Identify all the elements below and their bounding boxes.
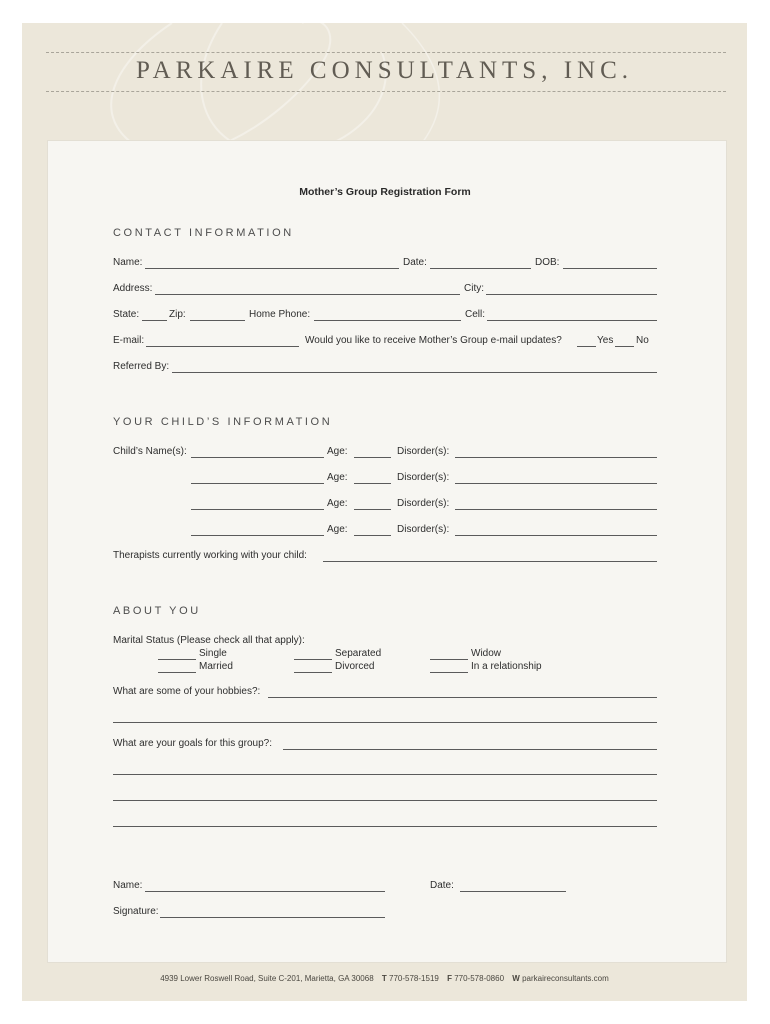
updates-yes-label: Yes [597, 335, 614, 346]
updates-question: Would you like to receive Mother’s Group e-mail updates? [305, 335, 562, 346]
child-name-field-2[interactable] [191, 483, 324, 484]
section-contact-heading: CONTACT INFORMATION [113, 227, 294, 239]
sign-name-field[interactable] [145, 891, 385, 892]
referred-by-label: Referred By: [113, 361, 170, 372]
dob-label: DOB: [535, 257, 560, 268]
relationship-checkline[interactable] [430, 672, 468, 673]
home-phone-field[interactable] [314, 320, 461, 321]
widow-label: Widow [471, 648, 502, 659]
marital-status-label: Marital Status (Please check all that apply): [113, 635, 305, 646]
footer-contact [22, 974, 747, 983]
header-rule-top [46, 52, 726, 53]
therapists-label: Therapists currently working with your child: [113, 550, 307, 561]
single-checkline[interactable] [158, 659, 196, 660]
city-label: City: [464, 283, 484, 294]
married-label: Married [199, 661, 233, 672]
date-label: Date: [403, 257, 427, 268]
child-name-field-4[interactable] [191, 535, 324, 536]
section-child-heading: YOUR CHILD’S INFORMATION [113, 416, 333, 428]
relationship-label: In a relationship [471, 661, 542, 672]
sign-name-label: Name: [113, 880, 143, 891]
zip-label: Zip: [169, 309, 186, 320]
updates-no-field[interactable] [615, 346, 634, 347]
child-names-label: Child’s Name(s): [113, 446, 187, 457]
footer-address: 4939 Lower Roswell Road, Suite C-201, Marietta, GA 30068 [160, 974, 374, 983]
disorder-label-2: Disorder(s): [397, 472, 450, 483]
divorced-checkline[interactable] [294, 672, 332, 673]
footer-fax: 770-578-0860 [454, 974, 505, 983]
web-key: W [512, 974, 520, 983]
cell-label: Cell: [465, 309, 486, 320]
therapists-field[interactable] [323, 561, 657, 562]
sign-date-field[interactable] [460, 891, 566, 892]
dob-field[interactable] [563, 268, 657, 269]
name-field[interactable] [145, 268, 399, 269]
phone-key: T [381, 974, 387, 983]
updates-no-label: No [636, 335, 649, 346]
widow-checkline[interactable] [430, 659, 468, 660]
company-name: PARKAIRE CONSULTANTS, INC. [135, 57, 634, 84]
age-label-4: Age: [327, 524, 348, 535]
fax-key: F [447, 974, 452, 983]
age-field-1[interactable] [354, 457, 391, 458]
header-rule-bottom [46, 91, 726, 92]
hobbies-field-2[interactable] [113, 722, 657, 723]
disorder-field-4[interactable] [455, 535, 657, 536]
cell-field[interactable] [487, 320, 657, 321]
signature-field[interactable] [160, 917, 385, 918]
address-field[interactable] [155, 294, 460, 295]
section-about-heading: ABOUT YOU [113, 605, 201, 617]
separated-label: Separated [335, 648, 382, 659]
address-label: Address: [113, 283, 153, 294]
single-label: Single [199, 648, 227, 659]
referred-by-field[interactable] [172, 372, 657, 373]
updates-yes-field[interactable] [577, 346, 596, 347]
age-field-4[interactable] [354, 535, 391, 536]
age-label-3: Age: [327, 498, 348, 509]
letterhead-background [22, 23, 747, 1001]
signature-label: Signature: [113, 906, 159, 917]
goals-field-1[interactable] [283, 749, 657, 750]
disorder-label-3: Disorder(s): [397, 498, 450, 509]
disorder-label-1: Disorder(s): [397, 446, 450, 457]
footer-phone: 770-578-1519 [389, 974, 439, 983]
goals-field-3[interactable] [113, 800, 657, 801]
goals-field-2[interactable] [113, 774, 657, 775]
email-field[interactable] [146, 346, 299, 347]
goals-label: What are your goals for this group?: [113, 738, 272, 749]
age-label-2: Age: [327, 472, 348, 483]
state-field[interactable] [142, 320, 167, 321]
age-field-3[interactable] [354, 509, 391, 510]
divorced-label: Divorced [335, 661, 375, 672]
date-field[interactable] [430, 268, 531, 269]
goals-field-4[interactable] [113, 826, 657, 827]
child-name-field-3[interactable] [191, 509, 324, 510]
email-label: E-mail: [113, 335, 145, 346]
separated-checkline[interactable] [294, 659, 332, 660]
hobbies-field-1[interactable] [268, 697, 657, 698]
state-label: State: [113, 309, 140, 320]
zip-field[interactable] [190, 320, 245, 321]
married-checkline[interactable] [158, 672, 196, 673]
name-label: Name: [113, 257, 143, 268]
city-field[interactable] [486, 294, 657, 295]
disorder-field-2[interactable] [455, 483, 657, 484]
disorder-field-3[interactable] [455, 509, 657, 510]
age-label-1: Age: [327, 446, 348, 457]
footer-website: parkaireconsultants.com [522, 974, 609, 983]
sign-date-label: Date: [430, 880, 454, 891]
child-name-field-1[interactable] [191, 457, 324, 458]
age-field-2[interactable] [354, 483, 391, 484]
hobbies-label: What are some of your hobbies?: [113, 686, 261, 697]
home-phone-label: Home Phone: [249, 309, 311, 320]
disorder-label-4: Disorder(s): [397, 524, 450, 535]
disorder-field-1[interactable] [455, 457, 657, 458]
form-title: Mother’s Group Registration Form [299, 186, 471, 198]
